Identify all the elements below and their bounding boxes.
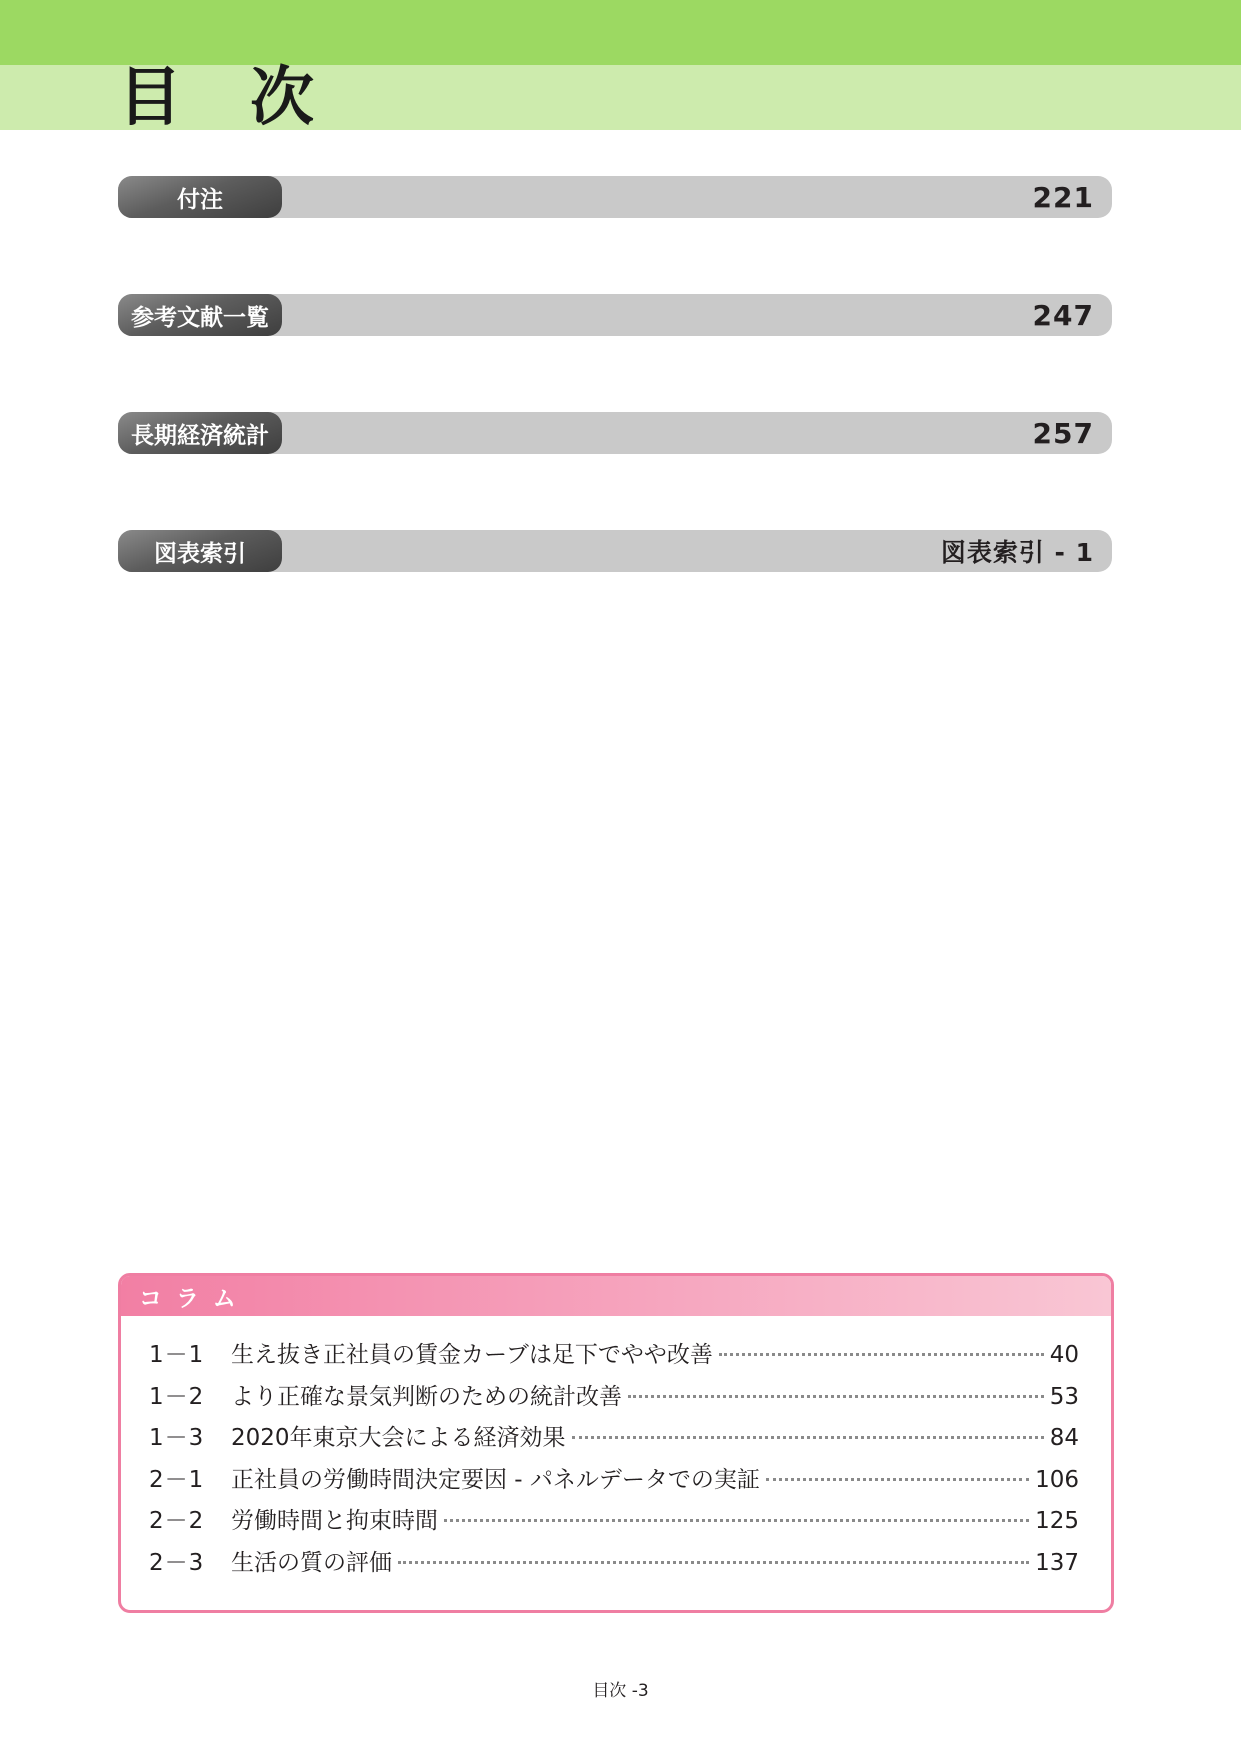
column-item-number: 2－1 (149, 1466, 205, 1493)
toc-label: 付注 (118, 176, 282, 218)
column-item[interactable] (149, 1419, 1079, 1461)
column-item-page: 125 (1035, 1508, 1079, 1534)
column-item-page: 137 (1035, 1549, 1079, 1576)
header-band-top (0, 0, 1241, 65)
column-item-title: 労働時間と拘束時間 (231, 1508, 438, 1534)
dot-leader (766, 1478, 1029, 1481)
dot-leader (444, 1519, 1029, 1522)
page-footer: 目次 -3 (592, 1681, 649, 1701)
toc-page-number: 図表索引 - 1 (940, 538, 1094, 567)
page-title: 目 次 (118, 61, 316, 135)
column-item[interactable] (149, 1336, 1079, 1378)
column-item-number: 1－3 (149, 1425, 205, 1451)
column-item[interactable] (149, 1502, 1079, 1544)
column-item-title: 生え抜き正社員の賃金カーブは足下でやや改善 (231, 1342, 713, 1368)
toc-page-number: 221 (1032, 180, 1094, 214)
toc-label: 図表索引 (118, 530, 282, 572)
column-header (121, 1276, 1111, 1316)
column-list (149, 1336, 1079, 1585)
toc-entry-references[interactable] (118, 294, 1112, 336)
toc-label: 参考文献一覧 (118, 294, 282, 336)
column-item-page: 106 (1035, 1466, 1079, 1493)
dot-leader (398, 1561, 1029, 1564)
column-title: コラム (139, 1285, 250, 1312)
column-item-title: 2020年東京大会による経済効果 (231, 1425, 566, 1451)
column-item-title: より正確な景気判断のための統計改善 (231, 1383, 622, 1410)
column-item[interactable] (149, 1461, 1079, 1503)
column-item-number: 1－2 (149, 1383, 205, 1410)
dot-leader (572, 1436, 1044, 1439)
column-item-title: 正社員の労働時間決定要因 - パネルデータでの実証 (231, 1466, 760, 1493)
toc-page-number: 247 (1032, 298, 1094, 332)
column-item-number: 1－1 (149, 1342, 205, 1368)
dot-leader (628, 1395, 1044, 1398)
column-item-number: 2－3 (149, 1549, 205, 1576)
toc-entry-long-term-statistics[interactable] (118, 412, 1112, 454)
column-item-number: 2－2 (149, 1508, 205, 1534)
column-item[interactable] (149, 1378, 1079, 1420)
toc-label: 長期経済統計 (118, 412, 282, 454)
toc-entry-notes[interactable] (118, 176, 1112, 218)
toc-entry-figure-index[interactable] (118, 530, 1112, 572)
column-item-page: 84 (1049, 1425, 1079, 1451)
column-item-page: 53 (1049, 1383, 1079, 1410)
column-box (118, 1273, 1114, 1613)
column-item-title: 生活の質の評価 (231, 1549, 392, 1576)
toc-page-number: 257 (1032, 416, 1094, 450)
column-item-page: 40 (1049, 1342, 1079, 1368)
column-item[interactable] (149, 1544, 1079, 1586)
dot-leader (719, 1353, 1044, 1356)
